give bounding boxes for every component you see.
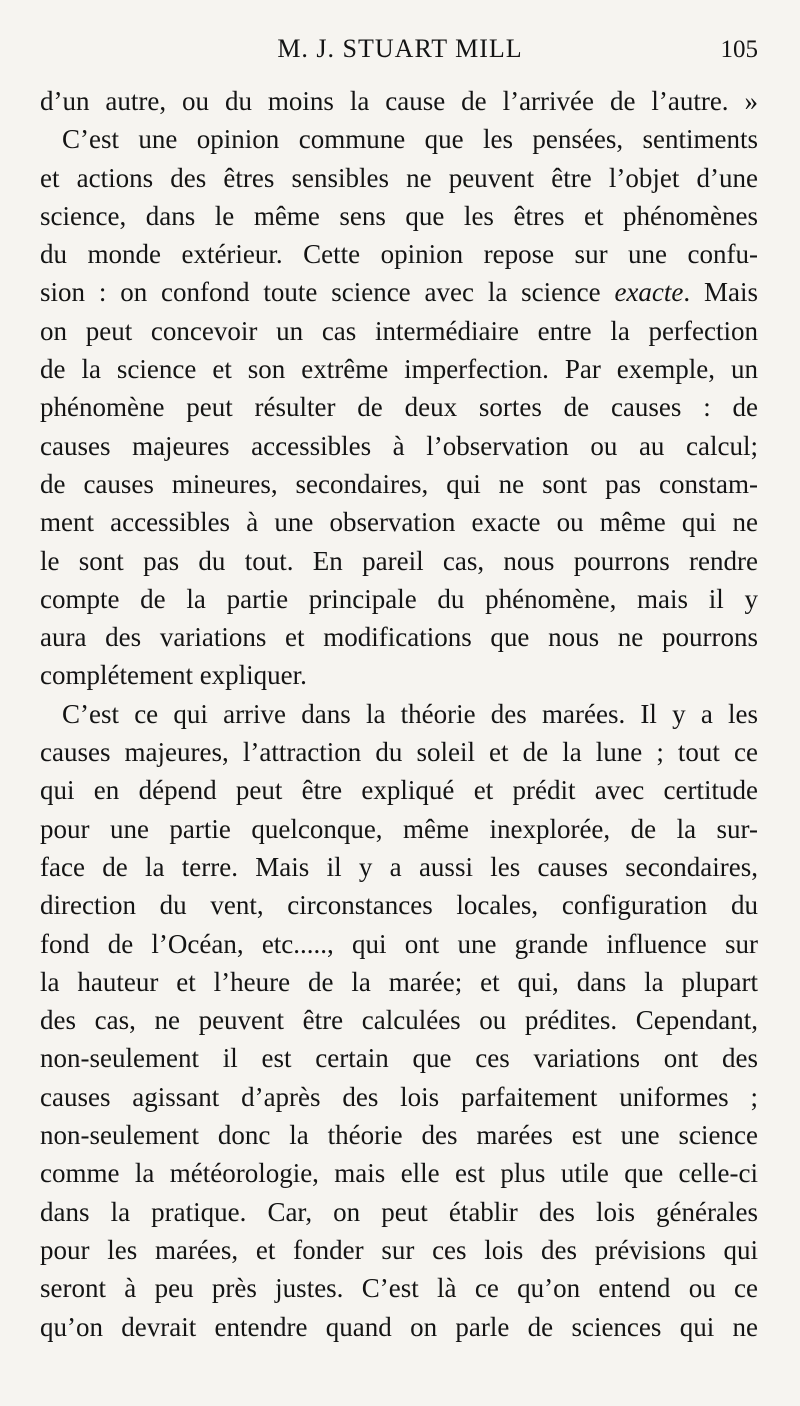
text-line: pour une partie quelconque, même inexplorée, de la sur- xyxy=(40,813,758,844)
text-line: science, dans le même sens que les êtres et phénomènes xyxy=(40,200,758,231)
text-line: qui en dépend peut être expliqué et prédit avec certitude xyxy=(40,775,758,806)
text-segment: . Mais xyxy=(683,277,758,308)
text-line: causes majeures accessibles à l’observation ou au calcul; xyxy=(40,430,758,461)
text-line: dans la pratique. Car, on peut établir des lois générales xyxy=(40,1196,758,1227)
text-line: ment accessibles à une observation exacte ou même qui ne xyxy=(40,507,758,538)
page-number: 105 xyxy=(720,36,758,63)
text-line: on peut concevoir un cas intermédiaire entre la perfection xyxy=(40,315,758,346)
text-line: du monde extérieur. Cette opinion repose sur une confu- xyxy=(40,239,758,270)
text-line: complétement expliquer. xyxy=(40,660,307,691)
text-line: phénomène peut résulter de deux sortes de causes : de xyxy=(40,392,758,423)
text-line: qu’on devrait entendre quand on parle de sciences qui ne xyxy=(40,1311,758,1342)
text-line: de causes mineures, secondaires, qui ne sont pas constam- xyxy=(40,468,758,499)
text-line: aura des variations et modifications que nous ne pourrons xyxy=(40,622,758,653)
text-line xyxy=(40,273,758,311)
text-line: seront à peu près justes. C’est là ce qu’on entend ou ce xyxy=(40,1273,758,1304)
text-line: non-seulement il est certain que ces variations ont des xyxy=(40,1043,758,1074)
text-line: et actions des êtres sensibles ne peuvent être l’objet d’une xyxy=(40,162,758,193)
text-segment: sion : on confond toute science avec la science xyxy=(40,277,615,308)
text-line: de la science et son extrême imperfection. Par exemple, un xyxy=(40,354,758,385)
text-line: fond de l’Océan, etc....., qui ont une grande influence sur xyxy=(40,928,758,959)
text-line: C’est ce qui arrive dans la théorie des marées. Il y a les xyxy=(62,698,758,729)
text-line: la hauteur et l’heure de la marée; et qui, dans la plupart xyxy=(40,966,758,997)
text-line: causes majeures, l’attraction du soleil et de la lune ; tout ce xyxy=(40,737,758,768)
running-title: M. J. STUART MILL xyxy=(277,34,523,63)
text-line: direction du vent, circonstances locales, configuration du xyxy=(40,890,758,921)
text-line: comme la météorologie, mais elle est plus utile que celle-ci xyxy=(40,1158,758,1189)
text-line: compte de la partie principale du phénomène, mais il y xyxy=(40,583,758,614)
text-line: le sont pas du tout. En pareil cas, nous pourrons rendre xyxy=(40,545,758,576)
text-line: causes agissant d’après des lois parfaitement uniformes ; xyxy=(40,1081,758,1112)
text-line: non-seulement donc la théorie des marées est une science xyxy=(40,1120,758,1151)
text-line: d’un autre, ou du moins la cause de l’arrivée de l’autre. » xyxy=(40,86,758,116)
text-line: pour les marées, et fonder sur ces lois des prévisions qui xyxy=(40,1234,758,1265)
text-line: C’est une opinion commune que les pensées, sentiments xyxy=(62,124,758,155)
italic-term: exacte xyxy=(614,277,684,308)
text-line: face de la terre. Mais il y a aussi les causes secondaires, xyxy=(40,851,758,882)
text-line: des cas, ne peuvent être calculées ou prédites. Cependant, xyxy=(40,1005,758,1036)
body-text xyxy=(40,82,758,1346)
